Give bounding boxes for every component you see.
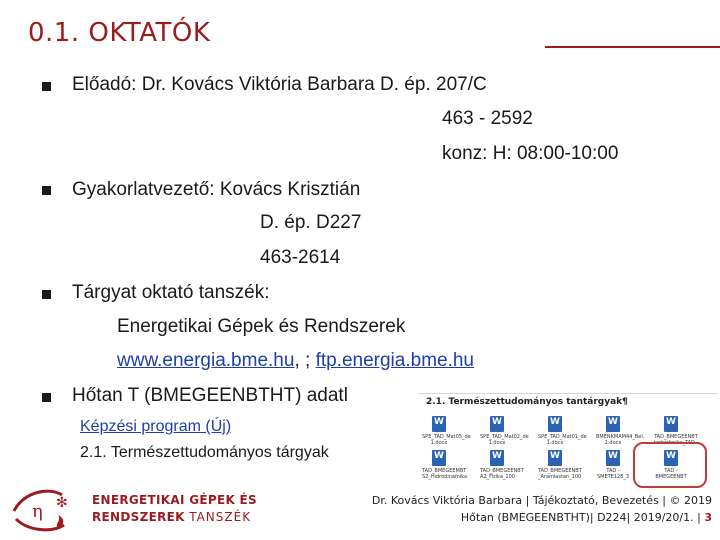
word-doc-icon	[490, 416, 504, 432]
program-subtitle: 2.1. Természettudományos tárgyak	[80, 444, 329, 461]
instructor-phone: 463-2614	[260, 247, 341, 268]
file-item[interactable]: W TAD - BMEGEENBT	[654, 450, 688, 480]
file-item[interactable]: W TAD_BMEGEENBT tortechnika_TAD	[654, 416, 688, 446]
footer-line2: Hőtan (BMEGEENBTHT)| D224| 2019/20/1. | 3	[460, 511, 712, 524]
file-item[interactable]: W SPE_TAD_Mat01_de 1.docx	[538, 416, 572, 446]
web-link[interactable]: www.energia.bme.hu	[117, 350, 295, 371]
file-item[interactable]: W SPE_TAD_Mat05_de 1.docx	[422, 416, 456, 446]
footer-line1: Dr. Kovács Viktória Barbara | Tájékoztató, Bevezetés | © 2019	[371, 494, 712, 507]
bullet-marker	[42, 393, 51, 402]
svg-text:✻: ✻	[56, 495, 68, 511]
bullet-marker	[42, 186, 51, 195]
logo-line1: ENERGETIKAI GÉPEK ÉS	[92, 493, 257, 507]
word-doc-icon	[606, 416, 620, 432]
bullet-marker	[42, 82, 51, 91]
highlight-circle	[633, 442, 707, 488]
department-label: Tárgyat oktató tanszék:	[72, 282, 270, 303]
embedded-heading: 2.1. Természettudományos tantárgyak¶	[426, 397, 628, 407]
lecturer-line: Előadó: Dr. Kovács Viktória Barbara D. ép. 207/C	[72, 74, 487, 95]
word-doc-icon	[548, 416, 562, 432]
lecturer-hours: konz: H: 08:00-10:00	[442, 143, 619, 164]
instructor-line: Gyakorlatvezető: Kovács Krisztián	[72, 179, 361, 200]
word-doc-icon	[490, 450, 504, 466]
file-item[interactable]: W TAD_BMEGEEMBT S2_Hidrodinamika	[422, 450, 456, 480]
svg-text:η: η	[32, 501, 43, 522]
word-doc-icon	[664, 416, 678, 432]
file-item[interactable]: W SPE_TAD_Mat02_de 1.docx	[480, 416, 514, 446]
title-rule	[545, 46, 720, 48]
file-item[interactable]: W BMENKMAM44_Bel. 1.docx	[596, 416, 630, 446]
word-doc-icon	[548, 450, 562, 466]
file-item[interactable]: W TAD_BMEGEENBT _Aramlastan_100	[538, 450, 572, 480]
word-doc-icon	[432, 416, 446, 432]
bullet-marker	[42, 290, 51, 299]
ftp-link[interactable]: ftp.energia.bme.hu	[315, 350, 475, 371]
program-link[interactable]: Képzési program (Új)	[80, 418, 232, 435]
link-separator: , ;	[294, 350, 316, 371]
lecturer-phone: 463 - 2592	[442, 108, 533, 129]
instructor-room: D. ép. D227	[260, 212, 362, 233]
logo-line2: RENDSZEREK TANSZÉK	[92, 510, 252, 524]
page-number: 3	[704, 511, 712, 524]
word-doc-icon	[432, 450, 446, 466]
department-links	[117, 350, 474, 372]
department-logo-icon	[10, 485, 90, 537]
word-doc-icon	[606, 450, 620, 466]
department-name: Energetikai Gépek és Rendszerek	[117, 316, 406, 337]
file-item[interactable]: W TAD_BMEGEENBT A2_Fizika_100	[480, 450, 514, 480]
course-line: Hőtan T (BMEGEENBTHT) adatl	[72, 385, 348, 406]
slide-title: 0.1. OKTATÓK	[28, 18, 211, 48]
file-item[interactable]: W TAD - SMETE128_3	[596, 450, 630, 480]
